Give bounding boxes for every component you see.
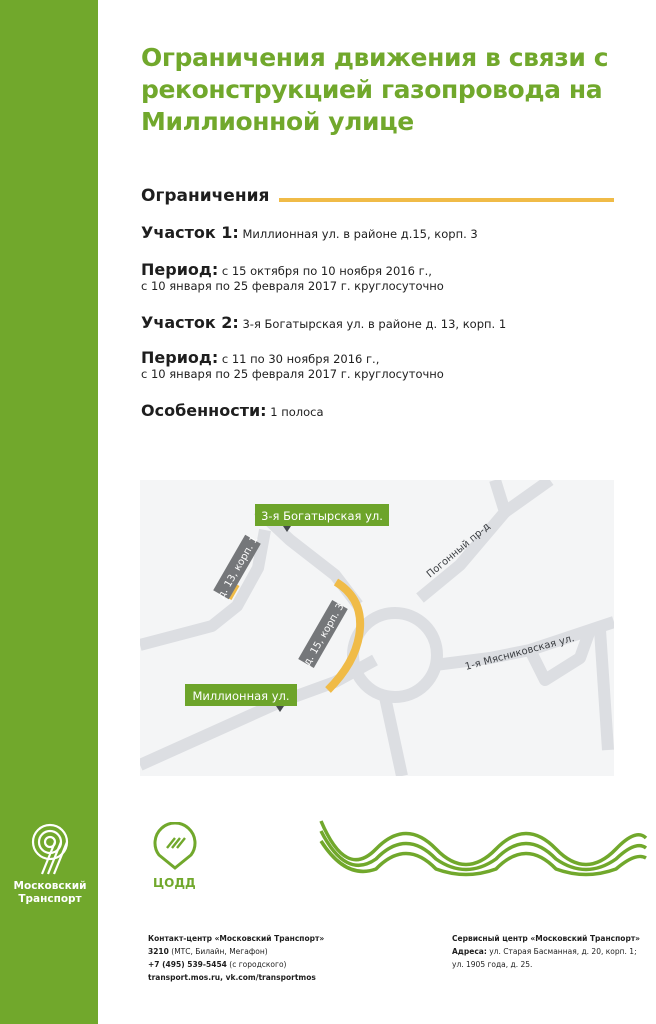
heading-divider: [279, 198, 614, 202]
restrictions-heading: Ограничения: [141, 186, 270, 206]
phone1-number: 3210: [148, 947, 169, 956]
road-pogonny: [420, 480, 505, 598]
label-millionnaya-text: Миллионная ул.: [192, 689, 290, 703]
codd-location-pin-icon: [149, 822, 201, 870]
features-label: Особенности:: [141, 401, 267, 420]
phone1-note: (МТС, Билайн, Мегафон): [171, 947, 268, 956]
label-house2: [298, 599, 349, 669]
period1-line1: с 15 октября по 10 ноября 2016 г.,: [221, 264, 432, 278]
features-text: 1 полоса: [270, 405, 324, 419]
moscow-transport-name: [10, 880, 90, 906]
phone2-number: +7 (495) 539-5454: [148, 960, 227, 969]
contact-center-heading: Контакт-центр «Московский Транспорт»: [148, 934, 325, 943]
moscow-transport-logo: [10, 822, 90, 906]
road-east-south: [600, 630, 608, 750]
label-millionnaya: [185, 684, 297, 712]
phone-line-1: [148, 945, 388, 958]
codd-logo: [149, 822, 205, 890]
label-house1-text: д. 13, корп. 1: [216, 534, 261, 601]
contact-center-block: [148, 932, 388, 984]
section2-label: Участок 2:: [141, 313, 239, 332]
section1-row: [141, 225, 621, 242]
period1-label: Период:: [141, 260, 219, 279]
codd-name: ЦОДД: [153, 876, 196, 890]
moscow-transport-name-line2: Транспорт: [18, 893, 82, 905]
moscow-transport-nine-icon: [24, 822, 76, 876]
label-myasnikovskaya: 1-я Мясниковская ул.: [463, 633, 576, 673]
road-pogonny-branch: [505, 480, 550, 512]
section2-row: [141, 315, 621, 332]
road-south: [385, 697, 402, 776]
phone2-note: (с городского): [229, 960, 287, 969]
period2-row: [141, 350, 621, 382]
page-title: Ограничения движения в связи с реконструкцией газопровода на Миллионной улице: [141, 43, 609, 136]
label-bogatyrskaya-text: 3-я Богатырская ул.: [261, 509, 383, 523]
address-line2-text: ул. 1905 года, д. 25.: [452, 960, 533, 969]
section1-text: Миллионная ул. в районе д.15, корп. 3: [242, 227, 478, 241]
service-center-heading: Сервисный центр «Московский Транспорт»: [452, 934, 641, 943]
period2-line2: с 10 января по 25 февраля 2017 г. круглосуточно: [141, 367, 444, 381]
period1-line2: с 10 января по 25 февраля 2017 г. круглосуточно: [141, 279, 444, 293]
features-row: [141, 403, 621, 420]
address-label: Адреса:: [452, 947, 487, 956]
label-house2-text: д. 15, корп. 3: [302, 601, 347, 668]
address-line-1: [452, 945, 652, 958]
moscow-transport-name-line1: Московский: [13, 880, 87, 892]
label-pogonny: Погонный пр-д: [424, 521, 493, 581]
period2-label: Период:: [141, 348, 219, 367]
map-canvas: [140, 480, 614, 776]
green-sidebar: [0, 0, 98, 1024]
period1-row: [141, 262, 621, 294]
websites-link[interactable]: transport.mos.ru, vk.com/transportmos: [148, 973, 316, 982]
roundabout: [353, 613, 437, 697]
decorative-wave-pattern: [318, 818, 648, 880]
phone-line-2: [148, 958, 388, 971]
road-map: [140, 480, 614, 776]
section2-text: 3-я Богатырская ул. в районе д. 13, корп. 1: [242, 317, 507, 331]
service-center-block: [452, 932, 652, 971]
address-line1-text: ул. Старая Басманная, д. 20, корп. 1;: [489, 947, 637, 956]
section1-label: Участок 1:: [141, 223, 239, 242]
period2-line1: с 11 по 30 ноября 2016 г.,: [221, 352, 380, 366]
